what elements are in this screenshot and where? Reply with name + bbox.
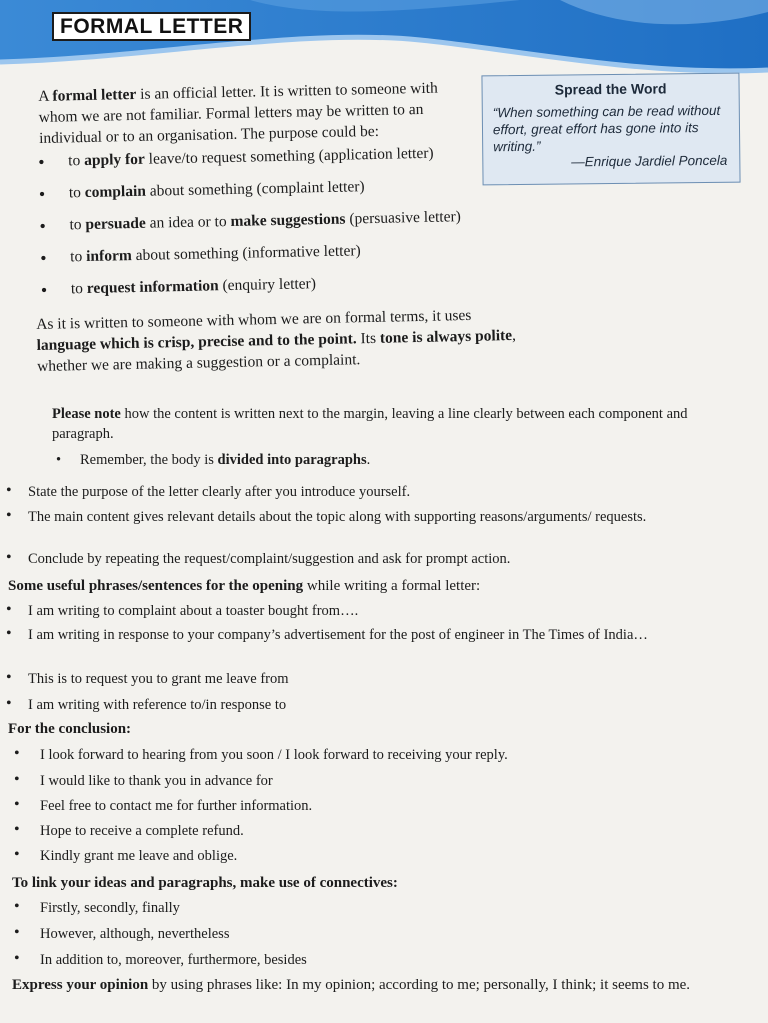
connective-item-text: In addition to, moreover, furthermore, besides [40, 952, 307, 968]
conclusion-heading [8, 720, 748, 739]
opening-heading-bold: Some useful phrases/sentences for the opening [8, 578, 304, 594]
purpose-text: an idea or to [145, 212, 231, 232]
bullet-icon: • [56, 452, 62, 468]
list-item [6, 483, 746, 501]
tone-text: Its [356, 329, 381, 348]
connectives-heading [12, 874, 752, 893]
opening-item-text: I am writing to complaint about a toaster bought from…. [28, 603, 359, 619]
list-item [6, 696, 746, 714]
purpose-text: to [68, 184, 85, 202]
bullet-icon: • [14, 796, 20, 813]
page-title: FORMAL LETTER [52, 12, 251, 41]
conclusion-item-text: I would like to thank you in advance for [40, 773, 273, 789]
purpose-text: about something (informative letter) [131, 242, 361, 265]
bullet-icon: • [39, 215, 47, 236]
purpose-bold: request information [86, 277, 219, 298]
intro-text-post: is an official letter. It is written to someone with whom we are not familiar. Formal letters may be written to an individual or to an organisation. The purpose could be: [38, 79, 438, 147]
note-bold: Please note [52, 406, 121, 422]
bullet-icon: • [6, 695, 12, 712]
intro-paragraph [38, 77, 479, 149]
bullet-icon: • [40, 279, 48, 300]
purpose-text: to [69, 216, 86, 234]
conclusion-heading-text: For the conclusion: [8, 721, 132, 737]
list-item [6, 602, 746, 620]
bullet-icon: • [6, 601, 12, 618]
list-item [6, 626, 746, 644]
body-point-text: The main content gives relevant details about the topic along with supporting reasons/arguments/ requests. [28, 509, 647, 525]
conclusion-item-text: Kindly grant me leave and oblige. [40, 848, 238, 864]
bullet-icon: • [6, 507, 12, 524]
bullet-icon: • [14, 771, 20, 788]
bullet-icon: • [14, 898, 20, 915]
tone-paragraph [36, 304, 517, 377]
list-item [14, 951, 754, 969]
purpose-text: to [70, 248, 87, 266]
bullet-icon: • [6, 549, 12, 566]
tone-bold: tone is always polite [379, 327, 513, 347]
note-sub-text: Remember, the body is [80, 452, 218, 468]
purpose-text: leave/to request something (application letter) [144, 144, 434, 168]
purpose-text: (persuasive letter) [345, 208, 461, 228]
bullet-icon: • [14, 821, 20, 838]
note-text: how the content is written next to the margin, leaving a line clearly between each component and paragraph. [52, 406, 688, 442]
opening-item-text: I am writing in response to your company’s advertisement for the post of engineer in The Times of India… [28, 627, 648, 643]
bullet-icon: • [14, 924, 20, 941]
list-item [14, 772, 754, 790]
please-note-paragraph [52, 404, 742, 444]
purpose-bold: inform [85, 247, 132, 266]
conclusion-item-text: Feel free to contact me for further information. [40, 798, 313, 814]
bullet-icon: • [6, 625, 12, 642]
conclusion-item-text: I look forward to hearing from you soon / I look forward to receiving your reply. [40, 747, 508, 763]
tone-bold: language which is crisp, precise and to the point. [36, 330, 357, 354]
quote-author: —Enrique Jardiel Poncela [571, 152, 728, 170]
purpose-text: about something (complaint letter) [145, 178, 365, 200]
list-item [14, 925, 754, 943]
purpose-bold: persuade [85, 214, 146, 234]
opening-item-text: I am writing with reference to/in response to [28, 697, 287, 713]
list-item [14, 822, 754, 840]
list-item [6, 550, 746, 568]
intro-text-pre: A [38, 87, 53, 105]
purpose-text: to [68, 152, 85, 170]
spread-the-word-box [481, 73, 740, 186]
purpose-text: to [70, 280, 87, 298]
bullet-icon: • [14, 846, 20, 863]
bullet-icon: • [6, 482, 12, 499]
bullet-icon: • [14, 745, 20, 762]
opening-heading-text: while writing a formal letter: [303, 578, 481, 594]
bullet-icon: • [40, 247, 47, 268]
note-sub-bold: divided into paragraphs [217, 452, 367, 468]
opening-heading [8, 577, 748, 596]
bullet-icon: • [14, 950, 20, 967]
connective-item-text: Firstly, secondly, finally [40, 900, 180, 916]
connective-item-text: However, although, nevertheless [40, 926, 230, 942]
intro-bold-term: formal letter [52, 85, 137, 105]
list-item [6, 508, 746, 526]
purpose-bold: make suggestions [230, 210, 346, 230]
body-point-text: State the purpose of the letter clearly after you introduce yourself. [28, 484, 411, 500]
list-item [14, 847, 754, 865]
list-item [14, 899, 754, 917]
opinion-text: by using phrases like: In my opinion; according to me; personally, I think; it seems to me. [148, 977, 691, 993]
connectives-heading-text: To link your ideas and paragraphs, make use of connectives: [12, 875, 398, 891]
quote-text: “When something can be read without effort, great effort has gone into its writing.” [492, 102, 721, 155]
list-item [6, 670, 746, 688]
body-point-text: Conclude by repeating the request/complaint/suggestion and ask for prompt action. [28, 551, 511, 567]
purpose-text: (enquiry letter) [218, 275, 317, 295]
opening-item-text: This is to request you to grant me leave from [28, 671, 289, 687]
list-item [14, 746, 754, 764]
tone-text: , whether we are making a suggestion or a complaint. [36, 326, 517, 375]
bullet-icon: • [6, 669, 12, 686]
bullet-icon: • [38, 151, 45, 172]
purpose-bold: complain [84, 182, 147, 202]
conclusion-item-text: Hope to receive a complete refund. [40, 823, 244, 839]
list-item [14, 797, 754, 815]
purpose-list [38, 142, 511, 312]
quote-box-title: Spread the Word [554, 80, 667, 98]
bullet-icon: • [38, 183, 46, 204]
opinion-paragraph [12, 976, 747, 995]
opinion-bold: Express your opinion [12, 977, 149, 993]
tone-text: As it is written to someone with whom we are on formal terms, it uses [36, 306, 472, 333]
purpose-bold: apply for [83, 150, 146, 170]
note-sub-text: . [366, 452, 371, 468]
note-sub-bullet [52, 452, 742, 469]
